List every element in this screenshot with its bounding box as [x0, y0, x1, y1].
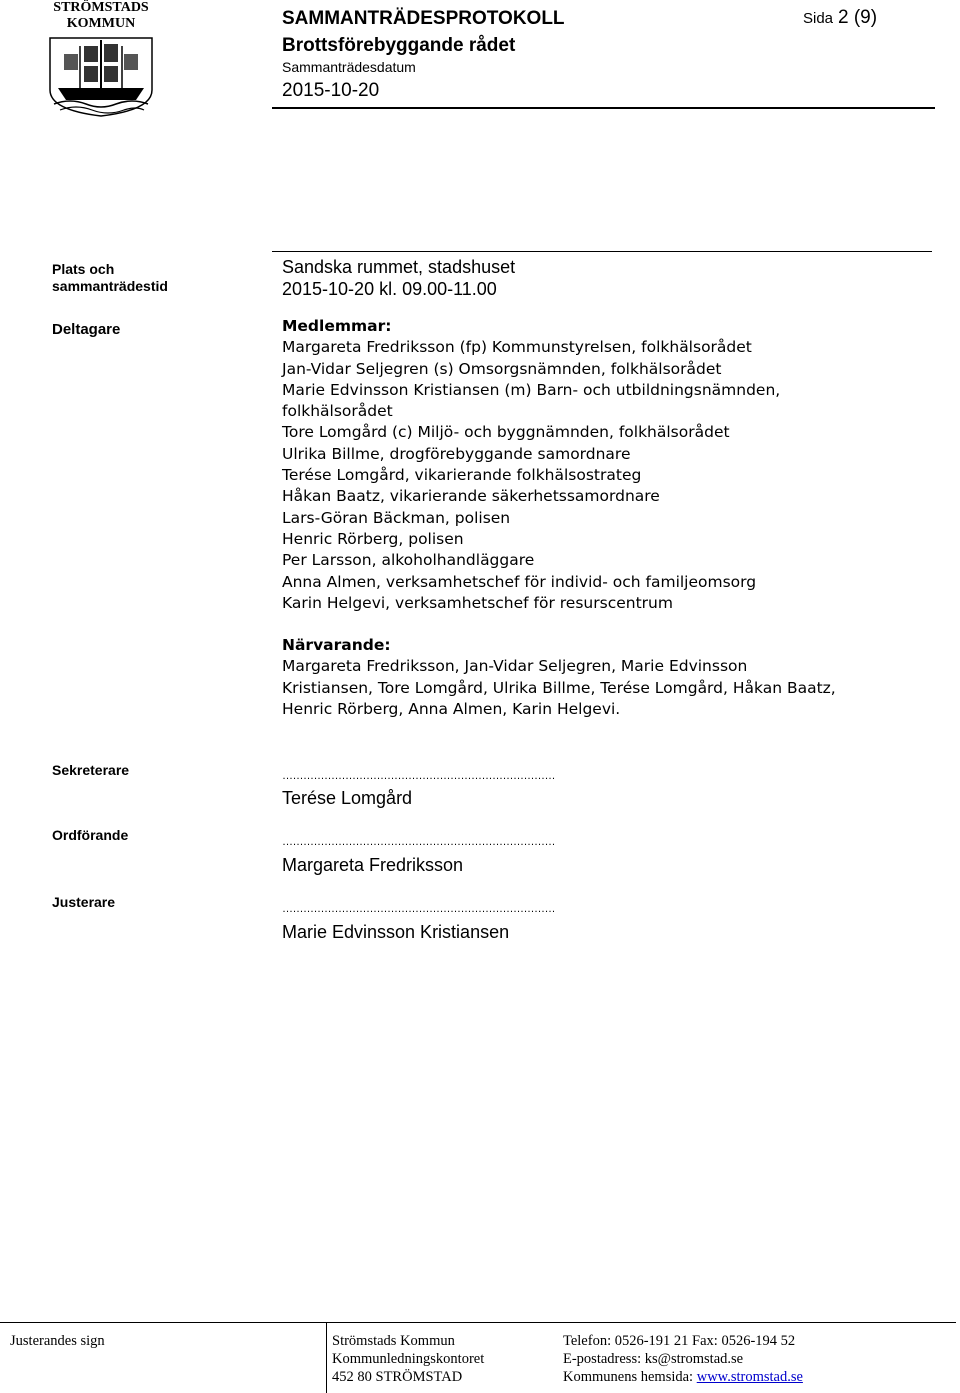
logo-text-line1: STRÖMSTADS [53, 0, 149, 15]
logo-text-line2: KOMMUN [66, 16, 136, 31]
present-heading: Närvarande: [282, 636, 391, 655]
member-line: Jan-Vidar Seljegren (s) Omsorgsnämnden, folkhälsorådet [282, 359, 722, 378]
member-line: Margareta Fredriksson (fp) Kommunstyrelsen, folkhälsorådet [282, 338, 752, 357]
member-line: Per Larsson, alkoholhandläggare [282, 551, 535, 570]
adjuster-label: Justerare [52, 894, 116, 910]
meeting-date-label: Sammanträdesdatum [282, 59, 416, 75]
member-line: Anna Almen, verksamhetschef för individ- och familjeomsorg [282, 572, 757, 591]
phone-fax: Telefon: 0526-191 21 Fax: 0526-194 52 [563, 1333, 796, 1349]
adjuster-sign-label: Justerandes sign [10, 1333, 105, 1349]
place-label: Plats och sammanträdestid [52, 261, 168, 294]
member-line: Marie Edvinsson Kristiansen (m) Barn- och utbildningsnämnden, [282, 380, 781, 399]
place-details [282, 256, 515, 300]
website-link[interactable]: www.stromstad.se [696, 1369, 803, 1385]
meeting-time: 2015-10-20 kl. 09.00-11.00 [282, 279, 497, 299]
municipality-logo [40, 0, 162, 118]
present-line: Henric Rörberg, Anna Almen, Karin Helgevi. [282, 700, 621, 719]
chair-name: Margareta Fredriksson [282, 855, 464, 875]
participants-section [282, 316, 932, 720]
member-line: Tore Lomgård (c) Miljö- och byggnämnden, folkhälsorådet [282, 423, 730, 442]
meeting-location: Sandska rummet, stadshuset [282, 257, 516, 277]
member-line: Henric Rörberg, polisen [282, 529, 464, 548]
website-line [563, 1368, 803, 1386]
org-office: Kommunledningskontoret [332, 1351, 485, 1367]
present-line: Kristiansen, Tore Lomgård, Ulrika Billme, Terése Lomgård, Håkan Baatz, [282, 678, 836, 697]
signature-line: …………………………………………………………………… [282, 836, 555, 848]
signature-line: …………………………………………………………………… [282, 903, 555, 915]
org-postal: 452 80 STRÖMSTAD [332, 1369, 463, 1385]
member-line: folkhälsorådet [282, 402, 393, 421]
website-label: Kommunens hemsida: [563, 1369, 697, 1385]
member-line: Ulrika Billme, drogförebyggande samordnare [282, 444, 631, 463]
member-line: Håkan Baatz, vikarierande säkerhetssamordnare [282, 487, 660, 506]
email-address: E-postadress: ks@stromstad.se [563, 1351, 744, 1367]
member-line: Karin Helgevi, verksamhetschef för resurscentrum [282, 593, 673, 612]
document-title: SAMMANTRÄDESPROTOKOLL [282, 8, 565, 29]
secretary-label: Sekreterare [52, 762, 130, 778]
place-divider [272, 251, 932, 252]
org-name: Strömstads Kommun [332, 1333, 455, 1349]
chair-label: Ordförande [52, 827, 129, 843]
participants-label: Deltagare [52, 321, 121, 338]
page-number: 2 (9) [838, 7, 878, 28]
adjuster-name: Marie Edvinsson Kristiansen [282, 922, 510, 942]
members-heading: Medlemmar: [282, 317, 392, 335]
ship-icon [40, 32, 162, 118]
member-line: Terése Lomgård, vikarierande folkhälsostrateg [282, 466, 642, 485]
member-line: Lars-Göran Bäckman, polisen [282, 508, 511, 527]
committee-name: Brottsförebyggande rådet [282, 35, 516, 56]
footer-divider [0, 1322, 956, 1323]
signature-line: …………………………………………………………………… [282, 770, 555, 782]
footer-address [332, 1332, 484, 1386]
footer-separator [326, 1322, 327, 1393]
header-divider [272, 107, 935, 109]
footer-contact [563, 1332, 803, 1386]
secretary-name: Terése Lomgård [282, 788, 413, 808]
section-gap [282, 614, 932, 635]
page-label: Sida [803, 10, 834, 27]
meeting-date: 2015-10-20 [282, 80, 380, 101]
present-line: Margareta Fredriksson, Jan-Vidar Seljegren, Marie Edvinsson [282, 657, 748, 676]
